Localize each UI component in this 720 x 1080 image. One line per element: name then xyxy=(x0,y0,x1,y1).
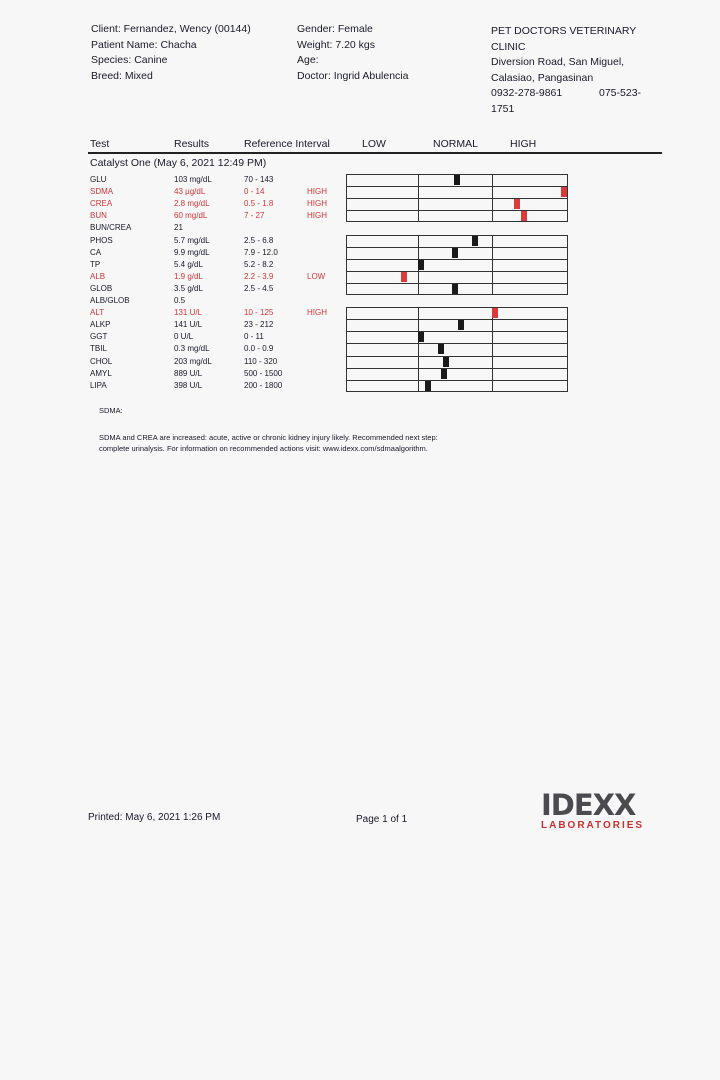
col-reference: Reference Interval xyxy=(244,138,330,150)
row-divider xyxy=(346,259,568,260)
notes-heading: SDMA: xyxy=(99,406,123,415)
test-range: 0.5 - 1.8 xyxy=(244,199,274,209)
test-range: 0 - 14 xyxy=(244,187,265,197)
col-low: LOW xyxy=(362,138,386,150)
logo-wordmark: IDEXX xyxy=(541,788,636,822)
test-range: 0 - 11 xyxy=(244,332,264,342)
patient-info xyxy=(91,22,251,84)
test-range: 5.2 - 8.2 xyxy=(244,259,274,269)
species: Species: Canine xyxy=(91,54,168,66)
test-name: GLOB xyxy=(90,283,113,293)
test-result: 9.9 mg/dL xyxy=(174,247,210,257)
test-result: 0 U/L xyxy=(174,332,194,342)
test-result: 3.5 g/dL xyxy=(174,283,203,293)
result-marker xyxy=(454,175,460,185)
row-divider xyxy=(346,343,568,344)
test-name: ALKP xyxy=(90,320,111,330)
test-result: 0.3 mg/dL xyxy=(174,344,210,354)
row-divider xyxy=(346,368,568,369)
test-name: PHOS xyxy=(90,235,113,245)
clinic-info xyxy=(491,24,656,117)
test-result: 398 U/L xyxy=(174,380,203,390)
test-result: 141 U/L xyxy=(174,320,203,330)
test-name: GLU xyxy=(90,175,107,184)
test-range: 2.5 - 4.5 xyxy=(244,283,274,293)
result-marker xyxy=(472,236,478,246)
test-name: LIPA xyxy=(90,380,107,390)
test-name: CA xyxy=(90,247,102,257)
test-result: 0.5 xyxy=(174,296,186,305)
range-divider xyxy=(492,235,493,296)
clinic-name-line1: PET DOCTORS VETERINARY xyxy=(491,25,637,37)
test-name: SDMA xyxy=(90,187,114,197)
result-marker xyxy=(418,332,424,342)
clinic-name-line2: CLINIC xyxy=(491,40,526,53)
test-result: 5.7 mg/dL xyxy=(174,235,210,245)
test-name: GGT xyxy=(90,332,108,342)
row-divider xyxy=(346,319,568,320)
test-name: BUN/CREA xyxy=(90,223,132,233)
row-divider xyxy=(346,380,568,381)
result-marker xyxy=(418,260,424,270)
weight: Weight: 7.20 kgs xyxy=(297,38,376,51)
test-range: 7 - 27 xyxy=(244,211,265,221)
printed-date: Printed: May 6, 2021 1:26 PM xyxy=(88,812,221,823)
result-marker xyxy=(401,272,407,282)
col-normal: NORMAL xyxy=(433,138,478,150)
clinic-phone-2: 075-523- xyxy=(599,87,642,99)
test-flag: HIGH xyxy=(307,187,327,197)
test-result: 203 mg/dL xyxy=(174,356,212,366)
test-range: 2.2 - 3.9 xyxy=(244,271,274,281)
test-range: 200 - 1800 xyxy=(244,380,283,390)
test-range: 23 - 212 xyxy=(244,320,274,330)
test-range: 110 - 320 xyxy=(244,356,278,366)
col-high: HIGH xyxy=(510,138,537,150)
clinic-address-line2: Calasiao, Pangasinan xyxy=(491,71,594,84)
test-result: 2.8 mg/dL xyxy=(174,199,210,209)
col-test: Test xyxy=(90,138,110,150)
test-name: ALB/GLOB xyxy=(90,296,130,305)
breed: Breed: Mixed xyxy=(91,69,153,82)
row-divider xyxy=(346,186,568,187)
test-name: ALB xyxy=(90,271,106,281)
test-range: 500 - 1500 xyxy=(244,368,283,378)
test-name: TBIL xyxy=(90,344,107,354)
notes-body xyxy=(99,432,619,454)
test-result: 1.9 g/dL xyxy=(174,271,203,281)
result-marker xyxy=(425,381,431,391)
panel-title: Catalyst One (May 6, 2021 12:49 PM) xyxy=(90,157,267,169)
result-marker xyxy=(441,369,447,379)
result-marker xyxy=(521,211,527,221)
client-name: Client: Fernandez, Wency (00144) xyxy=(91,23,251,35)
row-divider xyxy=(346,210,568,211)
row-divider xyxy=(346,331,568,332)
header-rule xyxy=(88,152,662,154)
notes-line-1: SDMA and CREA are increased: acute, active or chronic kidney injury likely. Recommended next step: xyxy=(99,433,438,442)
test-flag: HIGH xyxy=(307,308,327,318)
test-name: ALT xyxy=(90,308,105,318)
gender: Gender: Female xyxy=(297,23,373,35)
clinic-phone-2-cont: 1751 xyxy=(491,102,515,115)
age: Age: xyxy=(297,54,319,66)
result-marker xyxy=(452,284,458,294)
test-result: 43 µg/dL xyxy=(174,187,206,197)
test-name: AMYL xyxy=(90,368,112,378)
test-name: BUN xyxy=(90,211,107,221)
test-result: 103 mg/dL xyxy=(174,175,212,184)
test-range: 0.0 - 0.9 xyxy=(244,344,274,354)
result-marker xyxy=(458,320,464,330)
test-result: 889 U/L xyxy=(174,368,203,378)
idexx-logo xyxy=(541,788,661,831)
logo-subtitle: LABORATORIES xyxy=(541,820,645,831)
row-divider xyxy=(346,198,568,199)
result-marker xyxy=(452,248,458,258)
patient-name: Patient Name: Chacha xyxy=(91,38,197,51)
test-range: 7.9 - 12.0 xyxy=(244,247,278,257)
result-marker xyxy=(438,344,444,354)
test-range: 10 - 125 xyxy=(244,308,274,318)
doctor: Doctor: Ingrid Abulencia xyxy=(297,69,409,82)
clinic-phone-1: 0932-278-9861 xyxy=(491,87,563,99)
result-marker xyxy=(561,187,567,197)
page-number: Page 1 of 1 xyxy=(356,814,408,825)
test-flag: HIGH xyxy=(307,211,327,221)
result-marker xyxy=(443,357,449,367)
col-results: Results xyxy=(174,138,210,150)
row-divider xyxy=(346,271,568,272)
test-name: CREA xyxy=(90,199,113,209)
test-name: CHOL xyxy=(90,356,113,366)
row-divider xyxy=(346,356,568,357)
notes-line-2: complete urinalysis. For information on recommended actions visit: www.idexx.com/sdmaalgorithm. xyxy=(99,444,428,453)
test-name: TP xyxy=(90,259,101,269)
test-result: 5.4 g/dL xyxy=(174,259,203,269)
test-range: 70 - 143 xyxy=(244,175,274,184)
patient-details xyxy=(297,22,408,84)
result-marker xyxy=(492,308,498,318)
test-flag: LOW xyxy=(307,271,326,281)
test-range: 2.5 - 6.8 xyxy=(244,235,274,245)
test-result: 131 U/L xyxy=(174,308,203,318)
result-marker xyxy=(514,199,520,209)
test-result: 60 mg/dL xyxy=(174,211,208,221)
clinic-address-line1: Diversion Road, San Miguel, xyxy=(491,56,625,68)
test-result: 21 xyxy=(174,223,183,233)
test-flag: HIGH xyxy=(307,199,327,209)
